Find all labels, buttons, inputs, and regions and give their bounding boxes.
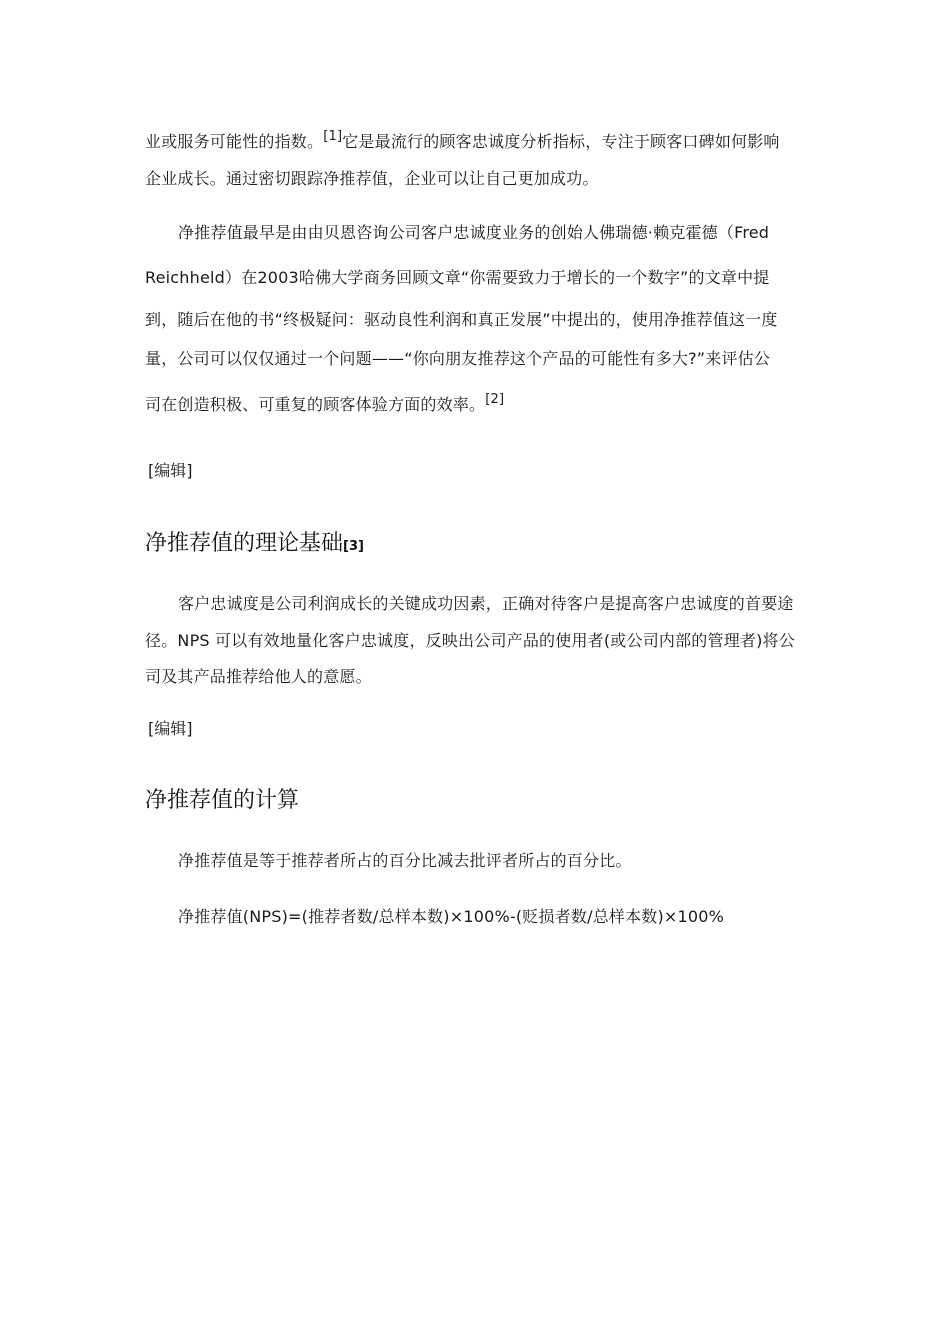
text-span: 司在创造积极、可重复的顾客体验方面的效率。 bbox=[145, 395, 486, 414]
paragraph-line: 净推荐值是等于推荐者所占的百分比减去批评者所占的百分比。 bbox=[178, 851, 632, 870]
edit-link[interactable]: [编辑] bbox=[148, 719, 193, 738]
citation-ref-1[interactable]: [1] bbox=[323, 129, 343, 144]
text-span: 它是最流行的顾客忠诚度分析指标，专注于顾客口碑如何影响 bbox=[342, 132, 780, 151]
paragraph-line: 径。NPS 可以有效地量化客户忠诚度，反映出公司产品的使用者(或公司内部的管理者)将公 bbox=[145, 631, 795, 650]
paragraph-line: 司及其产品推荐给他人的意愿。 bbox=[145, 667, 372, 686]
paragraph-line: 量，公司可以仅仅通过一个问题——“你向朋友推荐这个产品的可能性有多大?”来评估公 bbox=[145, 349, 771, 368]
heading-text: 净推荐值的理论基础 bbox=[145, 531, 344, 556]
paragraph-line: 企业成长。通过密切跟踪净推荐值，企业可以让自己更加成功。 bbox=[145, 169, 599, 188]
paragraph-line: 净推荐值最早是由由贝恩咨询公司客户忠诚度业务的创始人佛瑞德·赖克霍德（Fred bbox=[178, 223, 770, 242]
heading-text: 净推荐值的计算 bbox=[145, 788, 300, 813]
citation-ref-3[interactable]: [3] bbox=[343, 539, 364, 554]
paragraph-line: 到，随后在他的书“终极疑问：驱动良性利润和真正发展”中提出的，使用净推荐值这一度 bbox=[145, 310, 778, 329]
section-heading-calculation bbox=[145, 788, 299, 814]
citation-ref-2[interactable]: [2] bbox=[485, 392, 505, 407]
paragraph-line bbox=[145, 129, 780, 152]
text-span: 业或服务可能性的指数。 bbox=[145, 132, 324, 151]
paragraph-line: Reichheld）在2003哈佛大学商务回顾文章“你需要致力于增长的一个数字”的文章中提 bbox=[145, 268, 770, 287]
paragraph-line bbox=[145, 392, 505, 415]
section-heading-theory bbox=[145, 531, 364, 560]
paragraph-line: 客户忠诚度是公司利润成长的关键成功因素，正确对待客户是提高客户忠诚度的首要途 bbox=[178, 594, 794, 613]
formula-line: 净推荐值(NPS)=(推荐者数/总样本数)×100%-(贬损者数/总样本数)×100% bbox=[178, 907, 725, 926]
edit-link[interactable]: [编辑] bbox=[148, 461, 193, 480]
